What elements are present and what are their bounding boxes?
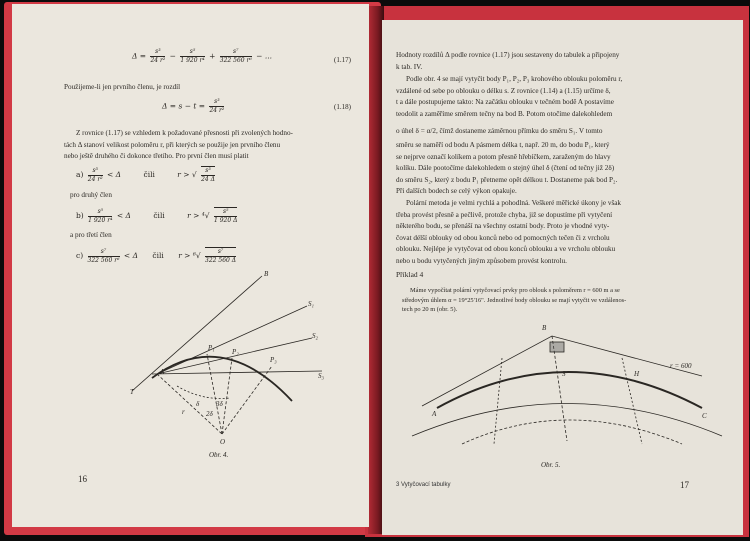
main-arc [437,372,702,408]
outer-arc [412,404,722,437]
radial-1 [494,358,502,444]
paragraph-1: Použijeme-li jen prvního členu, je rozdíl [64,83,181,91]
label-delta: δ [196,400,200,408]
equation-1-18: Δ = s − t = $\frac{\text{s³}}{\text{24 r²}}$ [162,98,225,114]
figure-4-caption: Obr. 4. [209,451,229,459]
label-3delta: 3δ [216,400,223,408]
right-paragraph-4: směru se naměří od bodu A pásmem délka t, např. 20 m, do bodu P₁, který se nejprve označí kolíkem a potom přesně hřebíčkem, zaraženým do hlavy kolíku. Dále pootočíme dalekohledem o stejný úhel δ (čtení od tečny již 2δ) do směru S₂, který z bodu P₁ přetneme opět délkou t. Dostaneme pak bod P₂. Při dalších bodech se celý výkon opakuje. [396,141,618,196]
label-T: T [130,388,134,396]
equation-number-1-17: (1.17) [334,56,351,64]
eq-tail: − ... [256,51,272,61]
right-paragraph-3: o úhel δ = α/2, čímž dostaneme záměrnou přímku do směru S₁. V tomto [396,127,603,135]
eq-term-1: $\frac{\text{s³}}{\text{24 r²}}$ [150,48,166,64]
right-paragraph-2: Podle obr. 4 se mají vytyčit body P₁, P₂, P₃ krohového oblouku poloměru r, vzdálené od sebe po oblouku o délku s. Z rovnice (1.14) a (1.15) určíme δ, t a dále postupujeme takto: Na začátku oblouku v tečném bodě A postavíme teodolit a zaměříme směrem tečny na bod B. Potom otočíme dalekohledem [396,75,623,118]
label-O: O [220,438,226,446]
right-paragraph-5: Polární metoda je velmi rychlá a pohodlná. Veškeré měřické úkony je však třeba provést přesně a pečlivě, protože chyba, již se dopustíme při vytyčení některého bodu, se přenáší na všechny ostatní body. Proto je vhodné vyty- čovat délší oblouky od obou konců nebo od pomocných tečen či z vrcholu oblouku. Nejlépe je vytyčovat od obou konců oblouku a ve vrcholu oblouku nebo u bodu vytyčených jiným způsobem provést kontrolu. [396,199,622,265]
left-page [12,4,369,527]
label-r: r [182,408,185,416]
equation-1-17: Δ = $\frac{\text{s³}}{\text{24 r²}}$ − $\frac{\text{s⁵}}{\text{1 920 r⁴}}$ + $\frac{\text{s⁷}}{\text{322 560 r⁶}}$ − ... [132,48,272,64]
line-S2 [157,338,312,374]
label-P2: P₂ [232,348,239,356]
label-P3: P₃ [270,356,277,364]
eq-term-3: $\frac{\text{s⁷}}{\text{322 560 r⁶}}$ [219,48,252,64]
label-C: C [702,412,707,420]
condition-a: a) $\frac{\text{s³}}{\text{24 r²}}$ < Δ čili r > √ $\frac{\text{s³}}{24 \Delta}$ [76,166,215,183]
label-S1: S₁ [308,300,314,308]
footer-signature: 3 Vytyčovací tabulky [396,482,451,488]
label-S2: S₂ [312,332,318,340]
page-number-right: 17 [680,480,689,490]
angle-arc [177,386,230,399]
condition-b: b) $\frac{\text{s⁵}}{\text{1 920 r⁴}}$ < Δ čili r > ⁴√ $\frac{\text{s⁵}}{1 920 \Delta}$ [76,207,238,224]
page-number-left: 16 [78,474,87,484]
equation-number-1-18: (1.18) [334,103,351,111]
line-S1 [157,306,307,374]
label-second-term: pro druhý člen [70,191,112,199]
label-B: B [542,324,547,332]
paragraph-2: Z rovnice (1.17) se vzhledem k požadované přesnosti při zvolených hodno- tách Δ stanoví velikost poloměru r, při kterých se použije jen prvního členu nebo ještě druhého či dokonce třetího. Pro první člen musí platit [64,129,293,161]
eq-lhs: Δ = [132,51,149,61]
label-P1: P₁ [208,344,215,352]
figure-5-diagram [402,316,732,458]
condition-c: c) $\frac{\text{s⁷}}{\text{322 560 r⁶}}$ < Δ čili r > ⁶√ $\frac{\text{s⁷}}{322 560 \Delta}$ [76,247,237,264]
label-H: H [634,370,640,378]
right-paragraph-1: Hodnoty rozdílů Δ podle rovnice (1.17) jsou sestaveny do tabulek a připojeny k tab. IV. [396,51,620,71]
example-text: Máme vypočítat polární vytyčovací prvky pro oblouk s poloměrem r = 600 m a se středovým úhlem α = 19°25'16". Jednotlivé body oblouku se mají vytyčit ve vzdálenos- tech po 20 m (obr. 5). [402,287,627,313]
hatched-box [550,342,564,352]
figure-5-caption: Obr. 5. [541,461,561,469]
line-S3 [152,371,322,374]
label-S: S [562,370,566,378]
radius-P2 [222,366,272,434]
label-2delta: 2δ [206,410,213,418]
label-B: B [264,270,269,278]
radius-P1 [222,358,232,434]
label-A: A [432,410,437,418]
label-third-term: a pro třetí člen [70,231,112,239]
example-heading: Příklad 4 [396,270,424,279]
right-page [382,20,743,535]
tangent-line-B [132,276,262,391]
figure-4-diagram [112,266,332,446]
label-S3: S₃ [318,372,324,380]
label-radius: r = 600 [670,362,692,370]
label-A: A [160,368,165,376]
inner-arc [462,420,682,444]
eq-term-2: $\frac{\text{s⁵}}{\text{1 920 r⁴}}$ [180,48,205,64]
